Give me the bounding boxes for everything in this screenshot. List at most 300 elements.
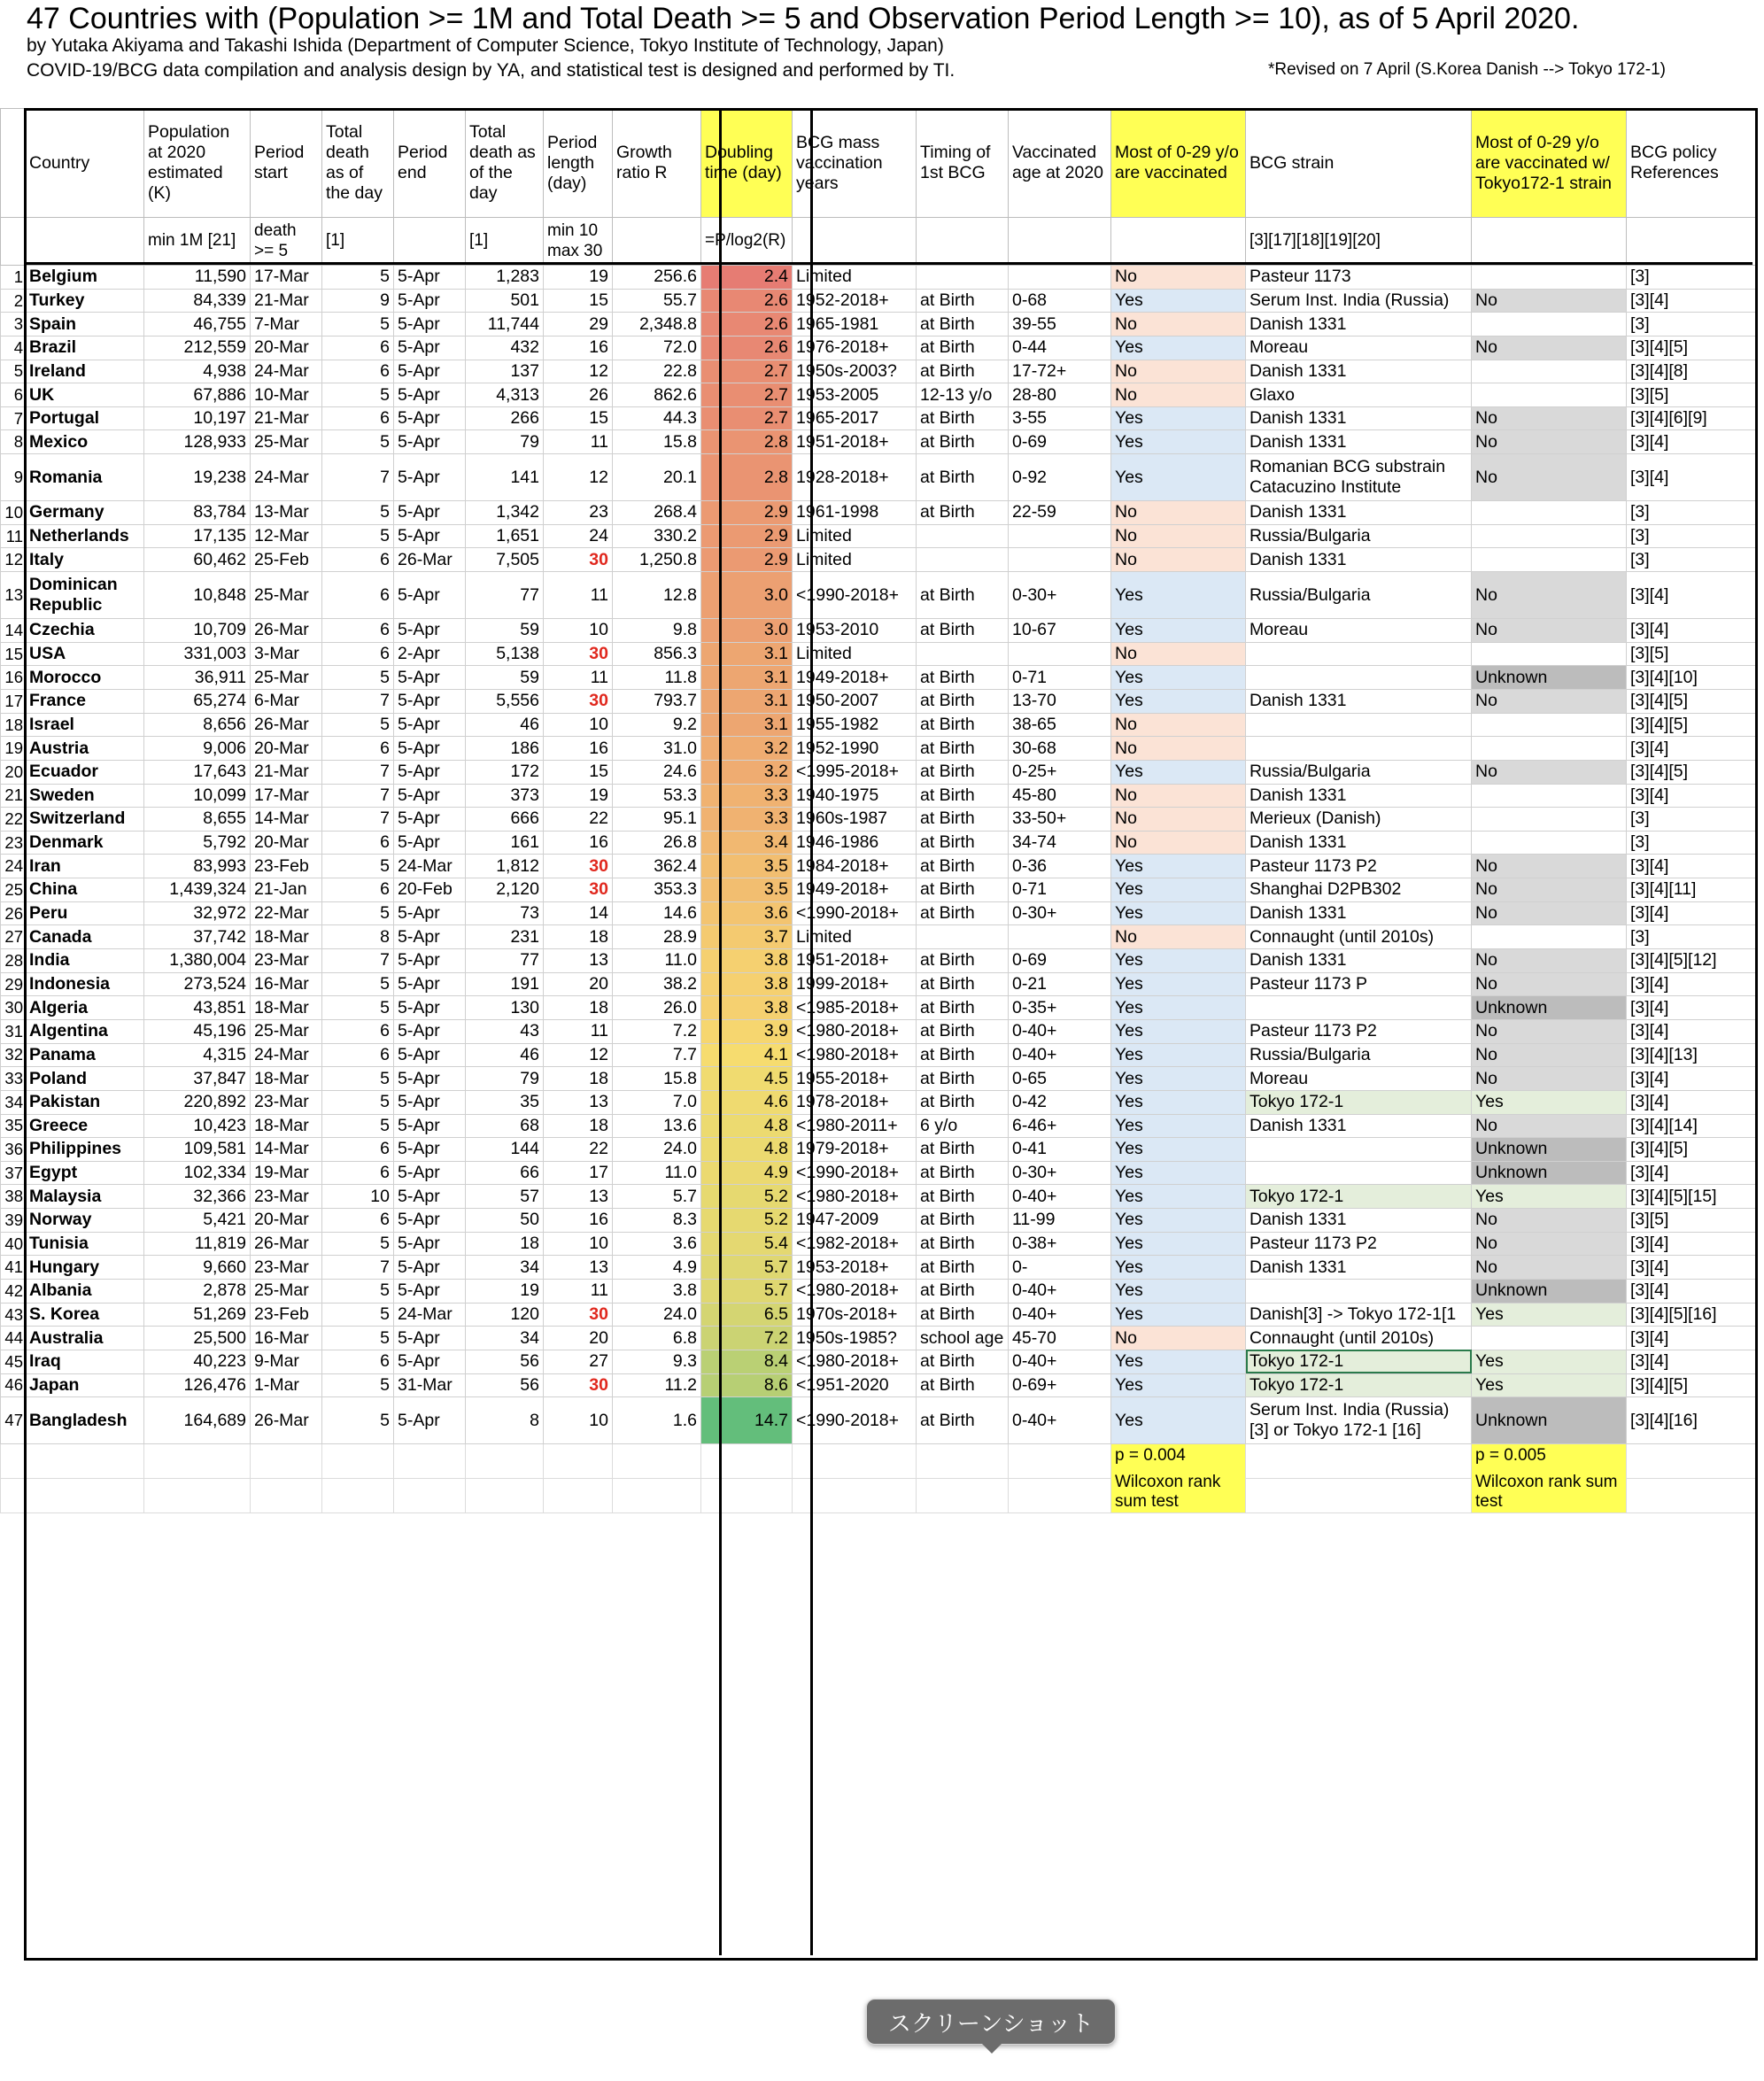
cell-growth-ratio[interactable]: 4.9 — [613, 1256, 701, 1280]
row-number[interactable]: 25 — [1, 878, 26, 902]
cell-vaccinated-most[interactable]: Yes — [1111, 1303, 1246, 1327]
cell-death-start[interactable]: 6 — [322, 1138, 394, 1162]
cell-vaccinated-most[interactable]: Yes — [1111, 1209, 1246, 1233]
cell-vaccinated-age[interactable]: 22-59 — [1009, 501, 1111, 525]
subheader-doubling-time[interactable]: =P/log2(R) — [701, 218, 793, 266]
cell-period-end[interactable]: 5-Apr — [394, 1185, 466, 1209]
cell-period-start[interactable]: 24-Mar — [251, 1043, 322, 1067]
cell-period-length[interactable]: 20 — [544, 1327, 613, 1350]
cell-period-length[interactable]: 10 — [544, 1397, 613, 1444]
cell-death-end[interactable]: 56 — [466, 1373, 544, 1397]
cell-period-length[interactable]: 26 — [544, 383, 613, 407]
cell-vaccinated-age[interactable]: 0-35+ — [1009, 996, 1111, 1020]
cell-tokyo-strain[interactable]: No — [1472, 878, 1627, 902]
cell-period-end[interactable]: 24-Mar — [394, 855, 466, 878]
cell-bcg-strain[interactable]: Danish 1331 — [1246, 430, 1472, 454]
cell-tokyo-strain[interactable]: No — [1472, 289, 1627, 313]
cell-bcg-strain[interactable] — [1246, 1279, 1472, 1303]
cell-period-end[interactable]: 20-Feb — [394, 878, 466, 902]
cell-period-start[interactable]: 18-Mar — [251, 925, 322, 949]
row-number[interactable]: 6 — [1, 383, 26, 407]
cell-death-start[interactable]: 5 — [322, 666, 394, 690]
cell-growth-ratio[interactable]: 2,348.8 — [613, 313, 701, 337]
cell-growth-ratio[interactable]: 5.7 — [613, 1185, 701, 1209]
cell-bcg-years[interactable]: 1965-2017 — [793, 406, 917, 430]
cell-vaccinated-age[interactable]: 0-40+ — [1009, 1185, 1111, 1209]
cell-death-end[interactable]: 5,556 — [466, 689, 544, 713]
cell-bcg-strain[interactable]: Serum Inst. India (Russia) — [1246, 289, 1472, 313]
cell-death-end[interactable]: 501 — [466, 289, 544, 313]
cell-death-start[interactable]: 7 — [322, 760, 394, 784]
cell-period-length[interactable]: 11 — [544, 1279, 613, 1303]
subheader-population[interactable]: min 1M [21] — [144, 218, 251, 266]
cell-growth-ratio[interactable]: 11.8 — [613, 666, 701, 690]
cell-bcg-timing[interactable]: at Birth — [917, 1350, 1009, 1373]
cell-country[interactable]: Iran — [26, 855, 144, 878]
cell-country[interactable]: Netherlands — [26, 524, 144, 548]
cell-bcg-years[interactable]: <1985-2018+ — [793, 996, 917, 1020]
cell-tokyo-strain[interactable]: Unknown — [1472, 1161, 1627, 1185]
cell-bcg-years[interactable]: <1995-2018+ — [793, 760, 917, 784]
cell-vaccinated-age[interactable]: 0-69 — [1009, 430, 1111, 454]
cell-vaccinated-age[interactable]: 0-30+ — [1009, 572, 1111, 619]
cell-period-start[interactable]: 23-Feb — [251, 855, 322, 878]
cell-vaccinated-age[interactable]: 3-55 — [1009, 406, 1111, 430]
cell-vaccinated-most[interactable]: No — [1111, 737, 1246, 761]
cell-bcg-refs[interactable]: [3][5] — [1627, 642, 1756, 666]
cell-period-start[interactable]: 20-Mar — [251, 737, 322, 761]
cell-bcg-timing[interactable]: at Birth — [917, 808, 1009, 832]
cell-tokyo-strain[interactable]: No — [1472, 1043, 1627, 1067]
row-number[interactable]: 39 — [1, 1209, 26, 1233]
cell-death-end[interactable]: 2,120 — [466, 878, 544, 902]
cell-bcg-strain[interactable]: Danish 1331 — [1246, 313, 1472, 337]
cell-population[interactable]: 17,643 — [144, 760, 251, 784]
cell-death-start[interactable]: 6 — [322, 619, 394, 643]
cell-tokyo-strain[interactable]: Yes — [1472, 1090, 1627, 1114]
empty-cell[interactable] — [701, 1479, 793, 1513]
cell-death-start[interactable]: 6 — [322, 1209, 394, 1233]
cell-population[interactable]: 109,581 — [144, 1138, 251, 1162]
cell-vaccinated-most[interactable]: Yes — [1111, 430, 1246, 454]
cell-vaccinated-most[interactable]: Yes — [1111, 855, 1246, 878]
cell-tokyo-strain[interactable] — [1472, 266, 1627, 290]
cell-doubling-time[interactable]: 3.8 — [701, 996, 793, 1020]
row-number[interactable]: 15 — [1, 642, 26, 666]
cell-tokyo-strain[interactable] — [1472, 501, 1627, 525]
cell-tokyo-strain[interactable]: No — [1472, 855, 1627, 878]
cell-period-start[interactable]: 26-Mar — [251, 713, 322, 737]
cell-death-end[interactable]: 56 — [466, 1350, 544, 1373]
empty-cell[interactable] — [793, 1444, 917, 1479]
row-number[interactable]: 44 — [1, 1327, 26, 1350]
cell-bcg-strain[interactable]: Danish 1331 — [1246, 1209, 1472, 1233]
cell-period-end[interactable]: 5-Apr — [394, 784, 466, 808]
empty-cell[interactable] — [394, 1444, 466, 1479]
cell-bcg-timing[interactable]: at Birth — [917, 831, 1009, 855]
cell-country[interactable]: Sweden — [26, 784, 144, 808]
cell-period-start[interactable]: 16-Mar — [251, 972, 322, 996]
col-header-population[interactable]: Population at 2020 estimated (K) — [144, 109, 251, 218]
cell-period-end[interactable]: 5-Apr — [394, 266, 466, 290]
cell-period-start[interactable]: 21-Mar — [251, 760, 322, 784]
cell-tokyo-strain[interactable]: Unknown — [1472, 1279, 1627, 1303]
cell-bcg-strain[interactable]: Danish 1331 — [1246, 360, 1472, 383]
cell-period-length[interactable]: 17 — [544, 1161, 613, 1185]
cell-vaccinated-most[interactable]: Yes — [1111, 336, 1246, 360]
cell-period-length[interactable]: 18 — [544, 1067, 613, 1091]
cell-tokyo-strain[interactable] — [1472, 313, 1627, 337]
cell-vaccinated-age[interactable]: 0- — [1009, 1256, 1111, 1280]
cell-period-start[interactable]: 25-Mar — [251, 666, 322, 690]
wilcoxon-test-tokyo[interactable] — [1472, 1444, 1627, 1513]
cell-bcg-timing[interactable]: at Birth — [917, 454, 1009, 501]
cell-period-length[interactable]: 11 — [544, 572, 613, 619]
cell-death-start[interactable]: 6 — [322, 878, 394, 902]
cell-bcg-years[interactable]: 1949-2018+ — [793, 878, 917, 902]
cell-period-end[interactable]: 5-Apr — [394, 1327, 466, 1350]
cell-period-length[interactable]: 12 — [544, 454, 613, 501]
cell-bcg-years[interactable]: 1970s-2018+ — [793, 1303, 917, 1327]
cell-bcg-years[interactable]: 1953-2005 — [793, 383, 917, 407]
cell-bcg-timing[interactable]: at Birth — [917, 1185, 1009, 1209]
cell-period-start[interactable]: 19-Mar — [251, 1161, 322, 1185]
cell-country[interactable]: Brazil — [26, 336, 144, 360]
cell-bcg-refs[interactable]: [3][4] — [1627, 1327, 1756, 1350]
cell-death-start[interactable]: 6 — [322, 548, 394, 572]
cell-population[interactable]: 46,755 — [144, 313, 251, 337]
cell-period-end[interactable]: 5-Apr — [394, 313, 466, 337]
cell-bcg-strain[interactable]: Russia/Bulgaria — [1246, 524, 1472, 548]
corner-cell[interactable] — [1, 109, 26, 218]
cell-doubling-time[interactable]: 4.8 — [701, 1138, 793, 1162]
cell-country[interactable]: Tunisia — [26, 1232, 144, 1256]
cell-bcg-refs[interactable]: [3][4][10] — [1627, 666, 1756, 690]
cell-doubling-time[interactable]: 2.6 — [701, 313, 793, 337]
cell-bcg-strain[interactable] — [1246, 1161, 1472, 1185]
cell-growth-ratio[interactable]: 3.6 — [613, 1232, 701, 1256]
cell-bcg-strain[interactable]: Shanghai D2PB302 — [1246, 878, 1472, 902]
row-number[interactable]: 36 — [1, 1138, 26, 1162]
cell-death-end[interactable]: 137 — [466, 360, 544, 383]
col-header-vaccinated-most[interactable]: Most of 0-29 y/o are vaccinated — [1111, 109, 1246, 218]
cell-growth-ratio[interactable]: 9.8 — [613, 619, 701, 643]
cell-death-end[interactable]: 59 — [466, 666, 544, 690]
cell-growth-ratio[interactable]: 330.2 — [613, 524, 701, 548]
cell-period-length[interactable]: 19 — [544, 266, 613, 290]
cell-death-start[interactable]: 7 — [322, 808, 394, 832]
cell-vaccinated-age[interactable]: 0-21 — [1009, 972, 1111, 996]
cell-vaccinated-most[interactable]: Yes — [1111, 972, 1246, 996]
cell-doubling-time[interactable]: 5.4 — [701, 1232, 793, 1256]
cell-period-start[interactable]: 7-Mar — [251, 313, 322, 337]
cell-death-start[interactable]: 9 — [322, 289, 394, 313]
cell-vaccinated-most[interactable]: No — [1111, 925, 1246, 949]
row-number[interactable]: 41 — [1, 1256, 26, 1280]
cell-bcg-years[interactable]: 1951-2018+ — [793, 430, 917, 454]
cell-bcg-strain[interactable]: Russia/Bulgaria — [1246, 760, 1472, 784]
cell-vaccinated-age[interactable]: 0-30+ — [1009, 901, 1111, 925]
cell-growth-ratio[interactable]: 26.0 — [613, 996, 701, 1020]
cell-period-start[interactable]: 17-Mar — [251, 266, 322, 290]
col-header-death-start[interactable]: Total death as of the day — [322, 109, 394, 218]
cell-country[interactable]: Egypt — [26, 1161, 144, 1185]
cell-doubling-time[interactable]: 3.0 — [701, 572, 793, 619]
cell-population[interactable]: 9,660 — [144, 1256, 251, 1280]
row-number[interactable]: 27 — [1, 925, 26, 949]
cell-bcg-refs[interactable]: [3] — [1627, 831, 1756, 855]
cell-doubling-time[interactable]: 6.5 — [701, 1303, 793, 1327]
cell-period-length[interactable]: 18 — [544, 996, 613, 1020]
row-number[interactable]: 40 — [1, 1232, 26, 1256]
cell-tokyo-strain[interactable] — [1472, 925, 1627, 949]
cell-vaccinated-most[interactable]: No — [1111, 784, 1246, 808]
cell-bcg-strain[interactable]: Danish 1331 — [1246, 901, 1472, 925]
cell-country[interactable]: Austria — [26, 737, 144, 761]
cell-period-end[interactable]: 5-Apr — [394, 383, 466, 407]
cell-bcg-strain[interactable]: Russia/Bulgaria — [1246, 572, 1472, 619]
cell-doubling-time[interactable]: 4.8 — [701, 1114, 793, 1138]
cell-growth-ratio[interactable]: 11.2 — [613, 1373, 701, 1397]
cell-population[interactable]: 273,524 — [144, 972, 251, 996]
cell-bcg-refs[interactable]: [3][4] — [1627, 289, 1756, 313]
cell-death-start[interactable]: 7 — [322, 1256, 394, 1280]
subheader-vaccinated-most[interactable] — [1111, 218, 1246, 266]
cell-period-start[interactable]: 3-Mar — [251, 642, 322, 666]
row-number[interactable]: 14 — [1, 619, 26, 643]
row-number[interactable]: 42 — [1, 1279, 26, 1303]
cell-population[interactable]: 67,886 — [144, 383, 251, 407]
cell-period-end[interactable]: 5-Apr — [394, 1019, 466, 1043]
cell-bcg-refs[interactable]: [3][4][5][15] — [1627, 1185, 1756, 1209]
cell-period-end[interactable]: 5-Apr — [394, 524, 466, 548]
cell-bcg-years[interactable]: 1947-2009 — [793, 1209, 917, 1233]
cell-vaccinated-most[interactable]: Yes — [1111, 1350, 1246, 1373]
cell-doubling-time[interactable]: 7.2 — [701, 1327, 793, 1350]
cell-tokyo-strain[interactable] — [1472, 713, 1627, 737]
cell-bcg-years[interactable]: Limited — [793, 524, 917, 548]
cell-vaccinated-age[interactable]: 0-71 — [1009, 666, 1111, 690]
cell-death-start[interactable]: 5 — [322, 383, 394, 407]
cell-bcg-refs[interactable]: [3][4][5] — [1627, 760, 1756, 784]
cell-growth-ratio[interactable]: 11.0 — [613, 1161, 701, 1185]
cell-bcg-refs[interactable]: [3][4][5][16] — [1627, 1303, 1756, 1327]
cell-period-length[interactable]: 11 — [544, 430, 613, 454]
cell-tokyo-strain[interactable]: Yes — [1472, 1303, 1627, 1327]
cell-bcg-timing[interactable]: at Birth — [917, 1256, 1009, 1280]
cell-bcg-timing[interactable]: at Birth — [917, 1232, 1009, 1256]
cell-tokyo-strain[interactable]: Unknown — [1472, 1397, 1627, 1444]
cell-doubling-time[interactable]: 2.6 — [701, 289, 793, 313]
cell-death-start[interactable]: 6 — [322, 737, 394, 761]
cell-growth-ratio[interactable]: 8.3 — [613, 1209, 701, 1233]
cell-bcg-timing[interactable]: at Birth — [917, 1373, 1009, 1397]
cell-vaccinated-most[interactable]: Yes — [1111, 406, 1246, 430]
cell-growth-ratio[interactable]: 38.2 — [613, 972, 701, 996]
cell-bcg-timing[interactable]: at Birth — [917, 1019, 1009, 1043]
cell-period-start[interactable]: 21-Mar — [251, 289, 322, 313]
cell-population[interactable]: 25,500 — [144, 1327, 251, 1350]
cell-tokyo-strain[interactable] — [1472, 548, 1627, 572]
cell-doubling-time[interactable]: 2.7 — [701, 406, 793, 430]
cell-doubling-time[interactable]: 3.7 — [701, 925, 793, 949]
cell-country[interactable]: China — [26, 878, 144, 902]
cell-country[interactable]: Mexico — [26, 430, 144, 454]
cell-bcg-strain[interactable]: Merieux (Danish) — [1246, 808, 1472, 832]
cell-country[interactable]: Indonesia — [26, 972, 144, 996]
cell-growth-ratio[interactable]: 1,250.8 — [613, 548, 701, 572]
cell-bcg-strain[interactable]: Tokyo 172-1 — [1246, 1373, 1472, 1397]
cell-country[interactable]: Turkey — [26, 289, 144, 313]
cell-period-start[interactable]: 23-Mar — [251, 949, 322, 973]
cell-bcg-timing[interactable]: at Birth — [917, 289, 1009, 313]
cell-bcg-refs[interactable]: [3][4] — [1627, 784, 1756, 808]
empty-cell[interactable] — [917, 1479, 1009, 1513]
cell-population[interactable]: 8,655 — [144, 808, 251, 832]
cell-vaccinated-most[interactable]: Yes — [1111, 1161, 1246, 1185]
row-number[interactable]: 45 — [1, 1350, 26, 1373]
cell-population[interactable]: 51,269 — [144, 1303, 251, 1327]
cell-bcg-timing[interactable]: 12-13 y/o — [917, 383, 1009, 407]
cell-vaccinated-age[interactable]: 0-40+ — [1009, 1350, 1111, 1373]
cell-period-start[interactable]: 23-Mar — [251, 1090, 322, 1114]
cell-tokyo-strain[interactable]: No — [1472, 972, 1627, 996]
cell-period-start[interactable]: 12-Mar — [251, 524, 322, 548]
cell-doubling-time[interactable]: 3.6 — [701, 901, 793, 925]
row-number[interactable]: 32 — [1, 1043, 26, 1067]
cell-bcg-refs[interactable]: [3][4] — [1627, 996, 1756, 1020]
cell-doubling-time[interactable]: 3.4 — [701, 831, 793, 855]
cell-population[interactable]: 32,366 — [144, 1185, 251, 1209]
cell-population[interactable]: 102,334 — [144, 1161, 251, 1185]
cell-death-start[interactable]: 5 — [322, 430, 394, 454]
cell-country[interactable]: Spain — [26, 313, 144, 337]
cell-death-end[interactable]: 46 — [466, 1043, 544, 1067]
cell-tokyo-strain[interactable]: No — [1472, 430, 1627, 454]
cell-bcg-strain[interactable] — [1246, 737, 1472, 761]
cell-period-length[interactable]: 16 — [544, 336, 613, 360]
cell-period-length[interactable]: 27 — [544, 1350, 613, 1373]
cell-vaccinated-most[interactable]: Yes — [1111, 1185, 1246, 1209]
cell-doubling-time[interactable]: 5.2 — [701, 1209, 793, 1233]
cell-country[interactable]: Philippines — [26, 1138, 144, 1162]
cell-death-start[interactable]: 6 — [322, 1350, 394, 1373]
row-number[interactable]: 9 — [1, 454, 26, 501]
cell-population[interactable]: 5,792 — [144, 831, 251, 855]
cell-death-end[interactable]: 77 — [466, 572, 544, 619]
cell-death-start[interactable]: 5 — [322, 1090, 394, 1114]
cell-population[interactable]: 126,476 — [144, 1373, 251, 1397]
cell-population[interactable]: 45,196 — [144, 1019, 251, 1043]
row-number[interactable]: 33 — [1, 1067, 26, 1091]
cell-death-end[interactable]: 79 — [466, 1067, 544, 1091]
cell-bcg-refs[interactable]: [3][4] — [1627, 901, 1756, 925]
cell-death-start[interactable]: 7 — [322, 689, 394, 713]
cell-vaccinated-age[interactable] — [1009, 642, 1111, 666]
col-header-bcg-strain[interactable]: BCG strain — [1246, 109, 1472, 218]
cell-vaccinated-most[interactable]: Yes — [1111, 878, 1246, 902]
cell-population[interactable]: 4,315 — [144, 1043, 251, 1067]
cell-tokyo-strain[interactable]: Yes — [1472, 1350, 1627, 1373]
cell-bcg-timing[interactable]: at Birth — [917, 901, 1009, 925]
cell-death-start[interactable]: 5 — [322, 996, 394, 1020]
cell-bcg-years[interactable]: 1955-2018+ — [793, 1067, 917, 1091]
cell-period-end[interactable]: 5-Apr — [394, 336, 466, 360]
cell-doubling-time[interactable]: 3.2 — [701, 760, 793, 784]
empty-cell[interactable] — [1627, 1444, 1756, 1479]
cell-doubling-time[interactable]: 4.5 — [701, 1067, 793, 1091]
cell-bcg-timing[interactable] — [917, 548, 1009, 572]
subheader-country[interactable] — [26, 218, 144, 266]
cell-growth-ratio[interactable]: 72.0 — [613, 336, 701, 360]
cell-bcg-years[interactable]: 1976-2018+ — [793, 336, 917, 360]
cell-bcg-strain[interactable]: Danish 1331 — [1246, 501, 1472, 525]
cell-death-end[interactable]: 141 — [466, 454, 544, 501]
cell-vaccinated-most[interactable]: Yes — [1111, 1067, 1246, 1091]
cell-bcg-strain[interactable] — [1246, 642, 1472, 666]
cell-bcg-strain[interactable]: Danish 1331 — [1246, 831, 1472, 855]
cell-bcg-years[interactable]: <1980-2018+ — [793, 1043, 917, 1067]
cell-death-start[interactable]: 5 — [322, 901, 394, 925]
cell-bcg-refs[interactable]: [3][4] — [1627, 1232, 1756, 1256]
cell-vaccinated-age[interactable]: 0-40+ — [1009, 1303, 1111, 1327]
cell-bcg-timing[interactable]: at Birth — [917, 855, 1009, 878]
cell-bcg-years[interactable]: Limited — [793, 925, 917, 949]
cell-tokyo-strain[interactable]: No — [1472, 901, 1627, 925]
cell-bcg-strain[interactable]: Danish 1331 — [1246, 689, 1472, 713]
row-number[interactable]: 29 — [1, 972, 26, 996]
cell-growth-ratio[interactable]: 9.2 — [613, 713, 701, 737]
col-header-period-start[interactable]: Period start — [251, 109, 322, 218]
cell-vaccinated-most[interactable]: No — [1111, 501, 1246, 525]
cell-death-end[interactable]: 130 — [466, 996, 544, 1020]
cell-bcg-timing[interactable]: at Birth — [917, 619, 1009, 643]
cell-country[interactable]: Peru — [26, 901, 144, 925]
cell-vaccinated-most[interactable]: Yes — [1111, 454, 1246, 501]
cell-vaccinated-most[interactable]: Yes — [1111, 949, 1246, 973]
cell-vaccinated-age[interactable]: 0-69 — [1009, 949, 1111, 973]
cell-bcg-years[interactable]: 1965-1981 — [793, 313, 917, 337]
cell-vaccinated-most[interactable]: No — [1111, 713, 1246, 737]
cell-death-end[interactable]: 1,283 — [466, 266, 544, 290]
cell-vaccinated-most[interactable]: No — [1111, 313, 1246, 337]
wilcoxon-test-vaccinated[interactable] — [1111, 1444, 1246, 1513]
cell-period-start[interactable]: 13-Mar — [251, 501, 322, 525]
cell-death-start[interactable]: 6 — [322, 360, 394, 383]
cell-bcg-timing[interactable]: at Birth — [917, 406, 1009, 430]
row-number[interactable]: 38 — [1, 1185, 26, 1209]
subheader-death-start[interactable]: [1] — [322, 218, 394, 266]
cell-death-start[interactable]: 5 — [322, 1373, 394, 1397]
row-number[interactable]: 2 — [1, 289, 26, 313]
subheader-tokyo-strain[interactable] — [1472, 218, 1627, 266]
cell-death-start[interactable]: 5 — [322, 266, 394, 290]
cell-vaccinated-age[interactable]: 0-36 — [1009, 855, 1111, 878]
cell-death-end[interactable]: 266 — [466, 406, 544, 430]
empty-cell[interactable] — [466, 1479, 544, 1513]
row-number[interactable]: 10 — [1, 501, 26, 525]
cell-death-end[interactable]: 11,744 — [466, 313, 544, 337]
cell-vaccinated-age[interactable]: 28-80 — [1009, 383, 1111, 407]
cell-population[interactable]: 84,339 — [144, 289, 251, 313]
empty-cell[interactable] — [917, 1444, 1009, 1479]
cell-doubling-time[interactable]: 3.1 — [701, 666, 793, 690]
cell-bcg-refs[interactable]: [3][4][8] — [1627, 360, 1756, 383]
cell-death-start[interactable]: 5 — [322, 1327, 394, 1350]
cell-death-start[interactable]: 5 — [322, 1397, 394, 1444]
cell-bcg-years[interactable]: 1952-2018+ — [793, 289, 917, 313]
cell-bcg-years[interactable]: Limited — [793, 642, 917, 666]
